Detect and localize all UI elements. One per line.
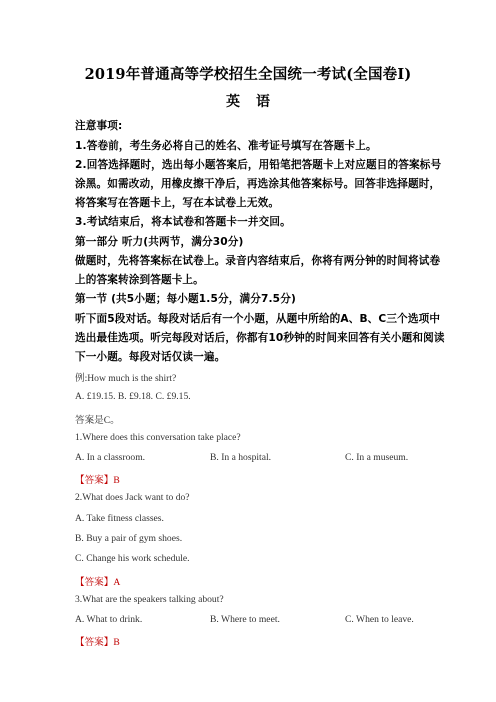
question-1-option-a: A. In a classroom. [75,452,146,463]
notice-item-2-line-2: 涂黑。如需改动，用橡皮擦干净后，再选涂其他答案标号。回答非选择题时， [75,178,441,190]
question-1-option-c: C. In a museum. [345,452,409,463]
example-options: A. £19.15. B. £9.18. C. £9.15. [75,391,191,402]
example-answer: 答案是C。 [75,415,120,426]
question-2-stem: 2.What does Jack want to do? [75,492,190,503]
notice-item-2-line-3: 将答案写在答题卡上，写在本试卷上无效。 [75,197,280,209]
question-1-answer: 【答案】B [75,475,120,486]
notice-item-3: 3.考试结束后，将本试卷和答题卡一并交回。 [75,216,291,228]
question-2-option-a: A. Take fitness classes. [75,513,164,524]
section1-heading: 第一节 (共5小题；每小题1.5分，满分7.5分) [75,293,296,305]
section1-intro-line-1: 听下面5段对话。每段对话后有一个小题，从题中所给的A、B、C三个选项中 [75,313,441,325]
example-question: 例:How much is the shirt? [75,373,177,384]
notice-item-2-line-1: 2.回答选择题时，选出每小题答案后，用铅笔把答题卡上对应题目的答案标号 [75,159,442,171]
section1-intro-line-2: 选出最佳选项。听完每段对话后，你都有10秒钟的时间来回答有关小题和阅读 [75,332,445,344]
question-2-option-c: C. Change his work schedule. [75,553,190,564]
question-3-option-a: A. What to drink. [75,614,143,625]
notice-item-1: 1.答卷前，考生务必将自己的姓名、准考证号填写在答题卡上。 [75,140,377,152]
question-1-stem: 1.Where does this conversation take place? [75,432,241,443]
part1-heading: 第一部分 听力(共两节，满分30分) [75,236,244,248]
notice-heading: 注意事项: [75,120,123,132]
question-2-option-b: B. Buy a pair of gym shoes. [75,533,183,544]
question-3-option-b: B. Where to meet. [210,614,280,625]
question-3-option-c: C. When to leave. [345,614,414,625]
question-2-answer: 【答案】A [75,577,121,588]
subject-title: 英语 [226,94,286,110]
part1-intro-line-1: 做题时，先将答案标在试卷上。录音内容结束后，你将有两分钟的时间将试卷 [75,255,441,267]
question-3-stem: 3.What are the speakers talking about? [75,594,224,605]
section1-intro-line-3: 下一小题。每段对话仅读一遍。 [75,351,226,363]
part1-intro-line-2: 上的答案转涂到答题卡上。 [75,274,204,286]
question-1-option-b: B. In a hospital. [210,452,272,463]
question-3-answer: 【答案】B [75,637,120,648]
exam-title: 2019年普通高等学校招生全国统一考试(全国卷I) [84,66,412,83]
